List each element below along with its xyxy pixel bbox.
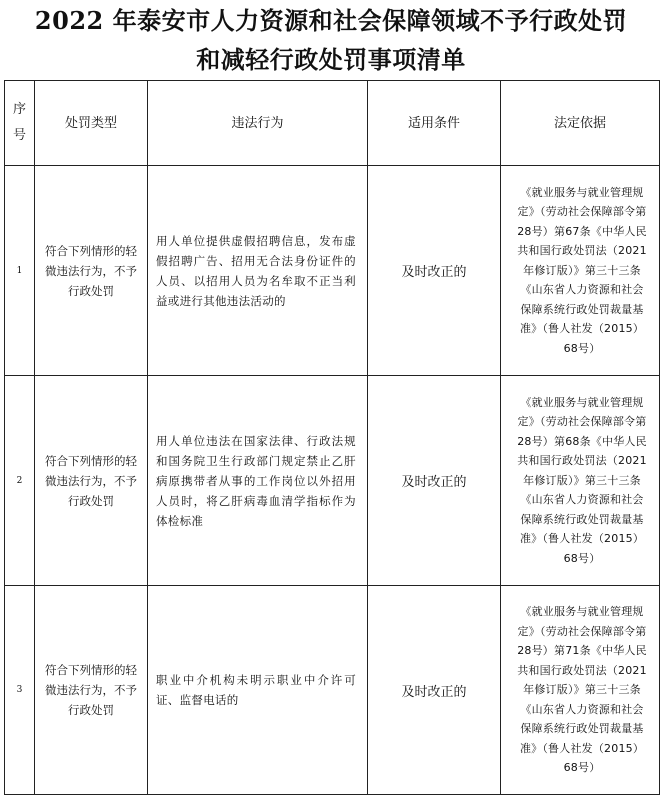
violation-text: 职业中介机构未明示职业中介许可证、监督电话的 xyxy=(156,673,356,707)
legal-basis-text: 《就业服务与就业管理规定》（劳动社会保障部令第28号）第67条《中华人民共和国行政处罚法（2021年修订版）》第三十三条《山东省人力资源和社会保障系统行政处罚裁量基准》（鲁人社发（2015）68号） xyxy=(517,185,647,355)
row-condition: 及时改正的 xyxy=(368,166,501,376)
table-row xyxy=(5,586,660,795)
legal-basis-text: 《就业服务与就业管理规定》（劳动社会保障部令第28号）第71条《中华人民共和国行政处罚法（2021年修订版）》第三十三条《山东省人力资源和社会保障系统行政处罚裁量基准》（鲁人社发（2015）68号） xyxy=(517,605,647,775)
header-serial-char-1: 序 xyxy=(12,102,26,117)
row-legal-basis xyxy=(501,586,660,795)
row-condition: 及时改正的 xyxy=(368,376,501,586)
table-header-row xyxy=(5,81,660,166)
row-legal-basis xyxy=(501,376,660,586)
row-serial-number: 1 xyxy=(5,166,35,376)
penalty-items-table xyxy=(4,80,660,795)
row-serial-number: 3 xyxy=(5,586,35,795)
row-serial-number: 2 xyxy=(5,376,35,586)
header-serial-number xyxy=(5,81,35,166)
document-title-line-1: 2022 年泰安市人力资源和社会保障领域不予行政处罚 xyxy=(34,6,628,35)
violation-text: 用人单位提供虚假招聘信息，发布虚假招聘广告、招用无合法身份证件的人员、以招用人员为名牟取不正当利益或进行其他违法活动的 xyxy=(156,233,356,308)
row-condition: 及时改正的 xyxy=(368,586,501,795)
row-violation xyxy=(148,586,368,795)
header-violation: 违法行为 xyxy=(148,81,368,166)
row-violation xyxy=(148,166,368,376)
row-legal-basis xyxy=(501,166,660,376)
header-condition: 适用条件 xyxy=(368,81,501,166)
table-row xyxy=(5,376,660,586)
row-violation xyxy=(148,376,368,586)
header-penalty-type: 处罚类型 xyxy=(35,81,148,166)
row-penalty-type xyxy=(35,376,148,586)
legal-basis-text: 《就业服务与就业管理规定》（劳动社会保障部令第28号）第68条《中华人民共和国行政处罚法（2021年修订版）》第三十三条《山东省人力资源和社会保障系统行政处罚裁量基准》（鲁人社发（2015）68号） xyxy=(517,395,647,565)
header-legal-basis: 法定依据 xyxy=(501,81,660,166)
penalty-type-text: 符合下列情形的轻微违法行为，不予行政处罚 xyxy=(45,243,137,298)
penalty-type-text: 符合下列情形的轻微违法行为，不予行政处罚 xyxy=(45,663,137,717)
row-penalty-type xyxy=(35,166,148,376)
penalty-type-text: 符合下列情形的轻微违法行为，不予行政处罚 xyxy=(45,453,137,508)
table-row xyxy=(5,166,660,376)
violation-text: 用人单位违法在国家法律、行政法规和国务院卫生行政部门规定禁止乙肝病原携带者从事的工作岗位以外招用人员时，将乙肝病毒血清学指标作为体检标准 xyxy=(156,433,356,528)
document-title-line-2: 和减轻行政处罚事项清单 xyxy=(196,45,466,74)
header-serial-char-2: 号 xyxy=(12,128,26,143)
row-penalty-type xyxy=(35,586,148,795)
